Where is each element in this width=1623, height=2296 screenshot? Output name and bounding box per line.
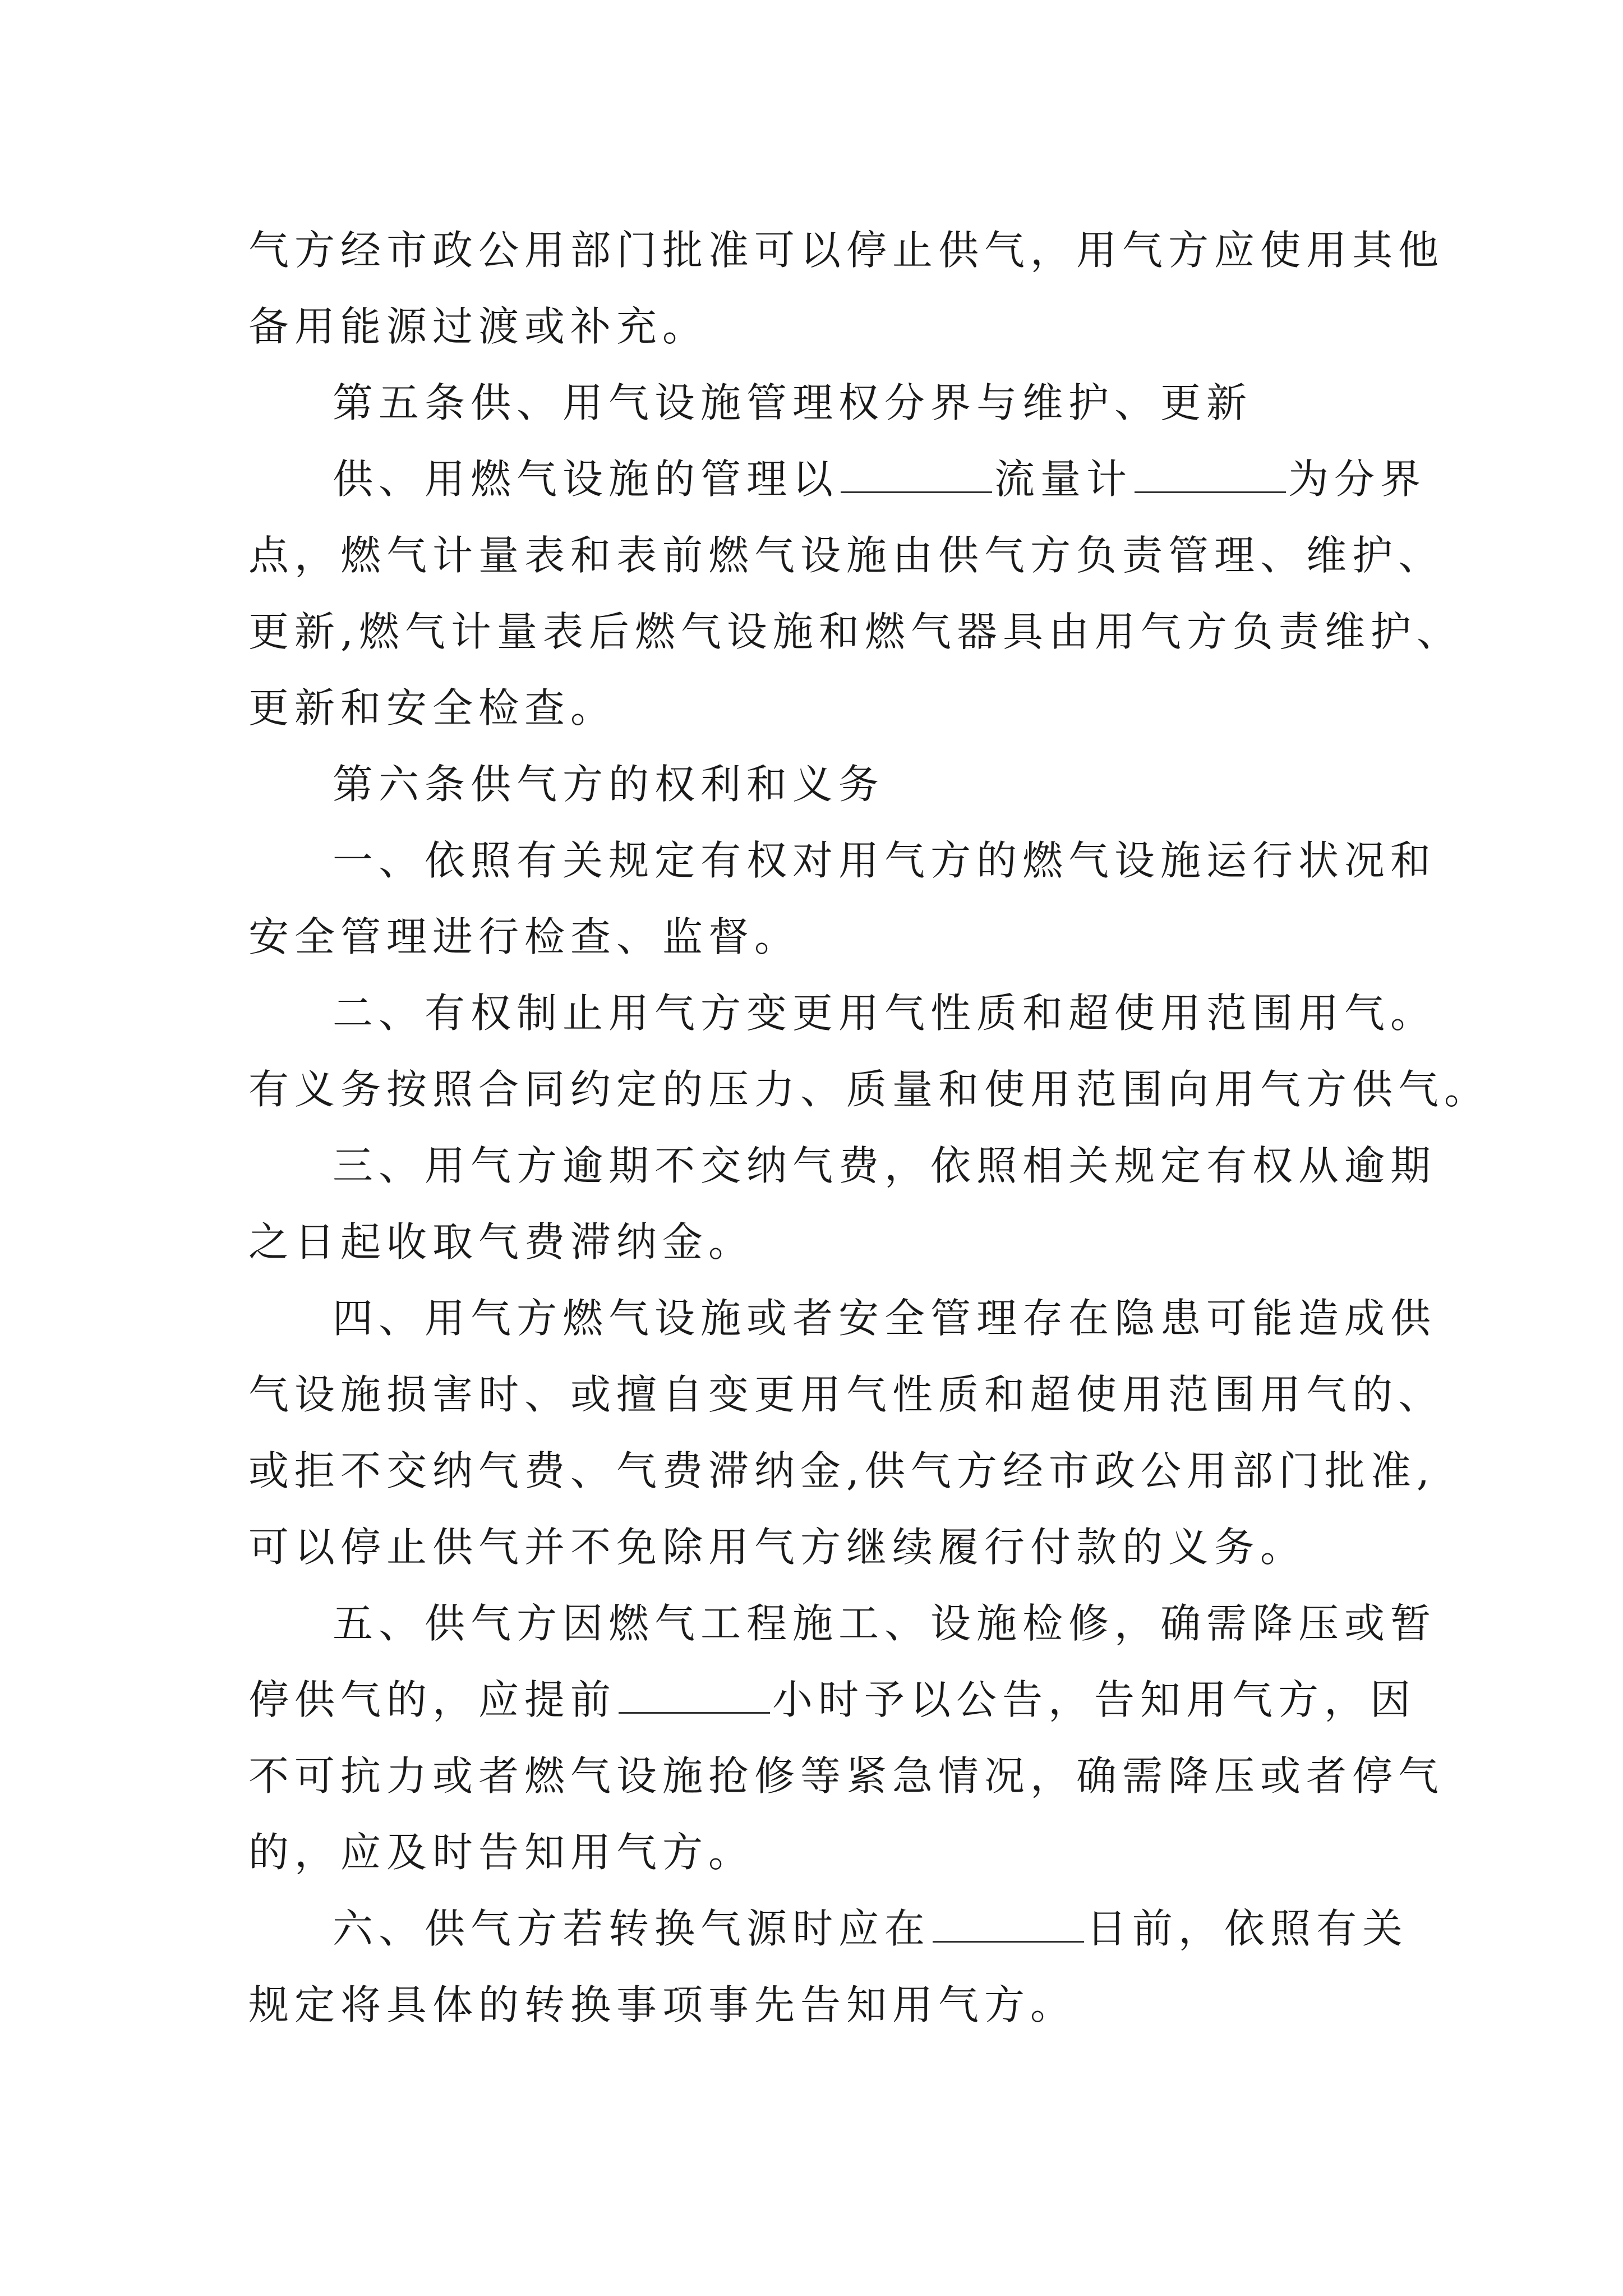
document-body: [248, 212, 1491, 2043]
text-line: [248, 365, 1387, 441]
text-segment: 气设施损害时、或擅自变更用气性质和超使用范围用气的、: [248, 1371, 1445, 1418]
fill-in-blank: [619, 1678, 770, 1714]
text-segment: 二、有权制止用气方变更用气性质和超使用范围用气。: [333, 990, 1437, 1037]
text-line: [248, 1509, 1387, 1585]
text-segment: 四、用气方燃气设施或者安全管理存在隐患可能造成供: [333, 1295, 1437, 1342]
text-line: [248, 899, 1387, 975]
text-segment: 气方经市政公用部门批准可以停止供气，用气方应使用其他: [248, 227, 1445, 274]
text-line: [248, 593, 1463, 670]
text-segment: 之日起收取气费滞纳金。: [248, 1218, 755, 1266]
text-segment: 更新和安全检查。: [248, 684, 617, 731]
text-segment: 规定将具体的转换事项事先告知用气方。: [248, 1981, 1077, 2028]
text-segment: 停供气的，应提前: [248, 1676, 617, 1723]
text-segment: 日前，依照有关: [1086, 1905, 1409, 1952]
text-segment: 安全管理进行检查、监督。: [248, 913, 801, 960]
text-segment: 第五条供、用气设施管理权分界与维护、更新: [333, 379, 1253, 426]
text-line: [248, 1585, 1437, 1662]
text-line: [248, 1280, 1437, 1356]
text-line: [248, 288, 1387, 365]
text-line: [248, 975, 1437, 1051]
text-segment: 供、用燃气设施的管理以: [333, 455, 839, 503]
text-line: [248, 1433, 1435, 1509]
text-line: [248, 441, 1427, 517]
text-line: [248, 822, 1437, 899]
text-segment: 可以停止供气并不免除用气方继续履行付款的义务。: [248, 1524, 1307, 1571]
text-line: [248, 517, 1445, 593]
text-line: [248, 1356, 1445, 1433]
text-segment: 有义务按照合同约定的压力、质量和使用范围向用气方供气。: [248, 1066, 1491, 1113]
text-segment: 为分界: [1288, 455, 1427, 503]
text-line: [248, 1890, 1409, 1967]
text-segment: 三、用气方逾期不交纳气费，依照相关规定有权从逾期: [333, 1142, 1437, 1189]
text-segment: 小时予以公告，告知用气方，因: [772, 1676, 1417, 1723]
text-segment: 或拒不交纳气费、气费滞纳金,供气方经市政公用部门批准,: [248, 1447, 1435, 1494]
text-segment: 五、供气方因燃气工程施工、设施检修，确需降压或暂: [333, 1600, 1437, 1647]
text-segment: 的，应及时告知用气方。: [248, 1829, 755, 1876]
text-segment: 流量计: [994, 455, 1133, 503]
text-segment: 一、依照有关规定有权对用气方的燃气设施运行状况和: [333, 837, 1437, 884]
fill-in-blank: [933, 1907, 1084, 1943]
text-line: [248, 212, 1445, 288]
text-line: [248, 746, 1387, 822]
text-segment: 更新,燃气计量表后燃气设施和燃气器具由用气方负责维护、: [248, 608, 1463, 655]
text-line: [248, 670, 1387, 746]
text-segment: 备用能源过渡或补充。: [248, 303, 709, 350]
text-segment: 六、供气方若转换气源时应在: [333, 1905, 931, 1952]
text-segment: 第六条供气方的权利和义务: [333, 761, 885, 808]
text-line: [248, 1738, 1445, 1814]
text-line: [248, 1204, 1387, 1280]
text-line: [248, 1814, 1387, 1890]
fill-in-blank: [841, 458, 992, 493]
text-segment: 点，燃气计量表和表前燃气设施由供气方负责管理、维护、: [248, 532, 1445, 579]
text-segment: 不可抗力或者燃气设施抢修等紧急情况，确需降压或者停气: [248, 1752, 1445, 1800]
text-line: [248, 1051, 1491, 1128]
text-line: [248, 1662, 1417, 1738]
fill-in-blank: [1135, 458, 1286, 493]
text-line: [248, 1967, 1387, 2043]
text-line: [248, 1128, 1437, 1204]
